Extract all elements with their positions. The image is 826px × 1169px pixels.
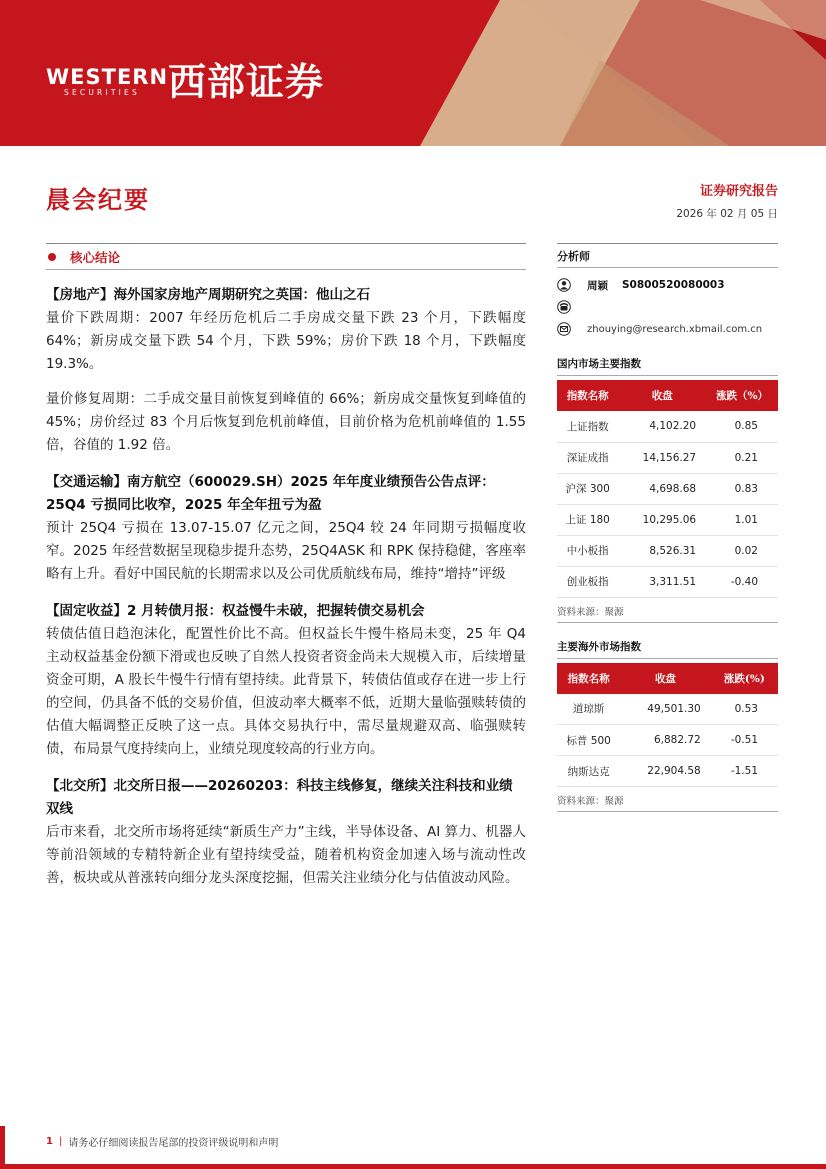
- column-header: 指数名称: [567, 672, 610, 685]
- news-item-paragraph: 预计 25Q4 亏损在 13.07-15.07 亿元之间，25Q4 较 24 年同期亏损幅度收窄。2025 年经营数据呈现稳步提升态势，25Q4ASK 和 RPK 保持稳健，客座率略有上升。看好中国民航的长期需求以及公司优质航线布局，维持“增持”评级: [46, 520, 526, 582]
- news-item-title: 【交通运输】南方航空（600029.SH）2025 年年度业绩预告公告点评：25Q4 亏损同比收窄，2025 年全年扭亏为盈: [46, 474, 495, 513]
- page-title: 晨会纪要: [46, 185, 150, 214]
- index-close: 4,102.20: [618, 411, 706, 442]
- header-banner: [0, 0, 826, 146]
- news-item-paragraph: 转债估值日趋泡沫化，配置性价比不高。但权益长牛慢牛格局未变，25 年 Q4 主动权益基金份额下滑或也反映了自然人投资者资金尚未大规模入市，后续增量资金可期，A 股长牛慢牛行情有望持续。此背景下，转债估值或存在进一步上行的空间，仍具备不低的交易价值，但波动率大概率不低，近期大量临强赎转债的估值大幅调整正反映了这一点。具体交易执行中，需尽量规避双高、临强赎转债，布局景气度持续向上，业绩兑现度较高的行业方向。: [46, 626, 526, 757]
- index-name: 深证成指: [557, 442, 618, 473]
- disclaimer-note: 请务必仔细阅读报告尾部的投资评级说明和声明: [68, 1138, 279, 1149]
- news-item-paragraph: 后市来看，北交所市场将延续“新质生产力”主线，半导体设备、AI 算力、机器人等前沿领域的专精特新企业有望持续受益，随着机构资金加速入场与流动性改善，板块或从普涨转向细分龙头深度挖掘，但需关注业绩分化与估值波动风险。: [46, 824, 526, 886]
- index-change: 1.01: [706, 504, 778, 535]
- table-row: [557, 473, 778, 504]
- logo-english: [46, 65, 169, 98]
- company-logo: [46, 60, 324, 104]
- table-row: [557, 504, 778, 535]
- analyst-email-row: [557, 318, 778, 340]
- index-close: 14,156.27: [618, 442, 706, 473]
- logo-en-sub: SECURITIES: [64, 88, 140, 97]
- person-icon: [557, 278, 571, 292]
- analyst-code: S0800520080003: [622, 279, 725, 291]
- column-header: 收盘: [655, 672, 676, 685]
- analyst-name: 周颖: [587, 279, 608, 292]
- index-name: 中小板指: [557, 535, 618, 566]
- index-name: 上证指数: [557, 411, 618, 442]
- index-name: 创业板指: [557, 566, 618, 597]
- logo-en-main: WESTERN: [46, 65, 169, 89]
- data-source-note: 资料来源：聚源: [557, 598, 778, 623]
- page-footer: [46, 1134, 278, 1149]
- news-item-title: 【房地产】海外国家房地产周期研究之英国：他山之石: [46, 287, 370, 303]
- index-close: 6,882.72: [620, 725, 710, 756]
- column-header: 指数名称: [566, 390, 609, 402]
- index-name: 上证 180: [557, 504, 618, 535]
- news-item: [46, 600, 526, 761]
- data-source-note: 资料来源：聚源: [557, 787, 778, 812]
- footer-accent-bar: [0, 1126, 5, 1169]
- analyst-phone-row: [557, 296, 778, 318]
- bullet-dot-icon: [48, 253, 56, 261]
- table-row: [557, 535, 778, 566]
- column-header: 涨跌（%）: [716, 390, 769, 402]
- domestic-index-table: [557, 380, 778, 598]
- index-name: 标普 500: [557, 725, 620, 756]
- table-row: [557, 756, 778, 787]
- table-header-row: [557, 663, 778, 694]
- domestic-index-title: 国内市场主要指数: [557, 352, 778, 376]
- footer-separator: |: [58, 1136, 63, 1147]
- main-content: [46, 243, 526, 890]
- report-date: 2026 年 02 月 05 日: [676, 208, 778, 220]
- analyst-header: 分析师: [557, 243, 778, 268]
- analyst-name-row: [557, 274, 778, 296]
- core-section-header: [46, 243, 526, 270]
- news-item-title: 【固定收益】2 月转债月报：权益慢牛未破，把握转债交易机会: [46, 603, 425, 619]
- analyst-info: [557, 268, 778, 340]
- news-item: [46, 775, 526, 890]
- index-change: -1.51: [711, 756, 778, 787]
- core-section-title: 核心结论: [70, 249, 121, 265]
- table-row: [557, 725, 778, 756]
- index-name: 纳斯达克: [557, 756, 620, 787]
- column-header: 涨跌(%): [723, 672, 765, 685]
- overseas-index-table: [557, 663, 778, 788]
- report-type: 证券研究报告: [699, 184, 778, 199]
- news-item: [46, 471, 526, 586]
- news-item-paragraph: 量价修复周期：二手成交量目前恢复到峰值的 66%；新房成交量恢复到峰值的 45%；房价经过 83 个月后恢复到危机前峰值，目前价格为危机前峰值的 1.55 倍，谷值的 1.92 倍。: [46, 391, 526, 453]
- index-close: 10,295.06: [618, 504, 706, 535]
- index-close: 3,311.51: [618, 566, 706, 597]
- table-row: [557, 566, 778, 597]
- table-row: [557, 411, 778, 442]
- news-item-paragraph: 量价下跌周期：2007 年经历危机后二手房成交量下跌 23 个月，下跌幅度 64%；新房成交量下跌 54 个月，下跌 59%；房价下跌 18 个月，下跌幅度 19.3%。: [46, 310, 526, 372]
- mail-icon: [557, 322, 571, 336]
- index-change: 0.02: [706, 535, 778, 566]
- index-close: 49,501.30: [620, 694, 710, 725]
- table-row: [557, 694, 778, 725]
- table-row: [557, 442, 778, 473]
- index-change: 0.21: [706, 442, 778, 473]
- logo-chinese: 西部证券: [168, 60, 325, 104]
- index-name: 道琼斯: [557, 694, 620, 725]
- index-name: 沪深 300: [557, 473, 618, 504]
- analyst-email[interactable]: zhouying@research.xbmail.com.cn: [587, 323, 763, 335]
- index-change: 0.53: [711, 694, 778, 725]
- index-change: 0.83: [706, 473, 778, 504]
- overseas-index-title: 主要海外市场指数: [557, 635, 778, 659]
- index-change: 0.85: [706, 411, 778, 442]
- table-header-row: [557, 380, 778, 411]
- footer-bottom-bar: [0, 1164, 826, 1169]
- index-close: 4,698.68: [618, 473, 706, 504]
- phone-icon: [557, 300, 571, 314]
- news-item-title: 【北交所】北交所日报——20260203：科技主线修复，继续关注科技和业绩双线: [46, 778, 513, 817]
- index-close: 8,526.31: [618, 535, 706, 566]
- index-change: -0.40: [706, 566, 778, 597]
- index-close: 22,904.58: [620, 756, 710, 787]
- column-header: 收盘: [651, 390, 673, 402]
- page-number: 1: [46, 1136, 53, 1147]
- news-item: [46, 284, 526, 457]
- sidebar: [557, 243, 778, 812]
- index-change: -0.51: [711, 725, 778, 756]
